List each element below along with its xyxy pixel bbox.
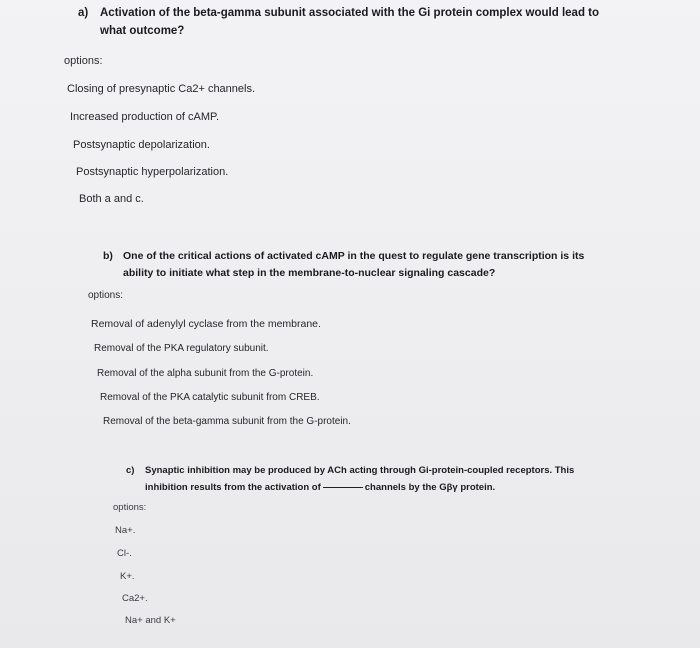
answer-blank [323,487,363,488]
question-c-line1: Synaptic inhibition may be produced by ACh acting through Gi-protein-coupled receptors. This [145,465,575,476]
question-b-number: b) [103,250,113,262]
question-c-option-3[interactable]: K+. [120,571,135,582]
question-a-line2: what outcome? [100,25,185,37]
question-b [103,248,585,282]
question-a-option-4[interactable]: Postsynaptic hyperpolarization. [76,166,229,178]
question-c-options-label: options: [113,502,147,513]
question-a-number: a) [78,7,89,19]
question-c-option-2[interactable]: Cl-. [117,548,132,559]
question-c-option-5[interactable]: Na+ and K+ [125,615,176,626]
question-a-options-label: options: [64,55,103,67]
question-a-option-1[interactable]: Closing of presynaptic Ca2+ channels. [67,83,256,95]
question-c [126,462,575,496]
question-b-option-3[interactable]: Removal of the alpha subunit from the G-protein. [97,368,314,379]
question-a-option-5[interactable]: Both a and c. [79,193,144,205]
question-c-option-4[interactable]: Ca2+. [122,593,148,604]
question-b-options-label: options: [88,290,124,301]
question-a-option-2[interactable]: Increased production of cAMP. [70,111,219,123]
question-a-line1: Activation of the beta-gamma subunit associated with the Gi protein complex would lead to [100,7,600,19]
question-b-line1: One of the critical actions of activated cAMP in the quest to regulate gene transcription is its [123,250,585,262]
question-c-line2-after: channels by the Gβγ protein. [364,482,496,493]
question-c-option-1[interactable]: Na+. [115,525,136,536]
question-b-option-1[interactable]: Removal of adenylyl cyclase from the membrane. [91,318,321,330]
question-a-option-3[interactable]: Postsynaptic depolarization. [73,139,210,151]
question-c-line2-before: inhibition results from the activation of [145,482,321,493]
question-b-option-5[interactable]: Removal of the beta-gamma subunit from the G-protein. [103,416,351,427]
question-b-option-4[interactable]: Removal of the PKA catalytic subunit from CREB. [100,392,320,403]
question-a [78,4,600,40]
question-c-line2 [145,479,574,496]
question-b-line2: ability to initiate what step in the membrane-to-nuclear signaling cascade? [123,267,496,279]
question-c-number: c) [126,465,135,476]
question-b-option-2[interactable]: Removal of the PKA regulatory subunit. [94,343,269,354]
